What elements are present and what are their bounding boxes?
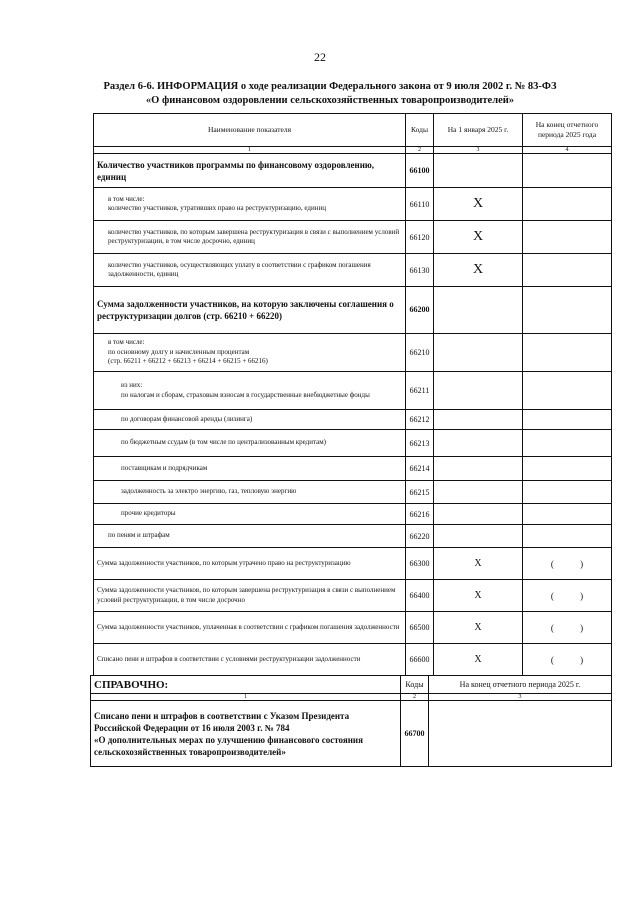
row-end-value: ( ) (523, 580, 612, 612)
row-name: задолженность за электро энергию, газ, тепловую энергию (94, 481, 406, 504)
row-name: прочие кредиторы (94, 504, 406, 525)
row-end-value (523, 457, 612, 481)
reference-row-value (429, 701, 612, 767)
table-row (94, 334, 612, 372)
reference-header-row (91, 676, 612, 694)
table-row (94, 612, 612, 644)
row-end-value (523, 287, 612, 334)
row-end-value (523, 372, 612, 410)
table-row (94, 430, 612, 457)
reference-period-header: На конец отчетного периода 2025 г. (429, 676, 612, 694)
column-number: 1 (94, 147, 406, 154)
row-code: 66211 (406, 372, 434, 410)
row-jan-value (434, 525, 523, 548)
row-end-value (523, 481, 612, 504)
table-row (94, 580, 612, 612)
section-title-line-2: «О финансовом оздоровлении сельскохозяйственных товаропроизводителей» (145, 95, 515, 106)
row-code: 66200 (406, 287, 434, 334)
row-name: Количество участников программы по финансовому оздоровлению, единиц (94, 154, 406, 188)
row-end-value (523, 221, 612, 254)
column-number: 2 (406, 147, 434, 154)
table-row (94, 287, 612, 334)
row-end-value (523, 410, 612, 430)
column-number-row (94, 147, 612, 154)
table-row (94, 504, 612, 525)
table-row (94, 548, 612, 580)
table-row (94, 372, 612, 410)
row-code: 66400 (406, 580, 434, 612)
row-code: 66215 (406, 481, 434, 504)
row-code: 66213 (406, 430, 434, 457)
table-row (94, 457, 612, 481)
row-jan-value (434, 430, 523, 457)
row-jan-value: X (434, 548, 523, 580)
table-row (94, 154, 612, 188)
header-jan: На 1 января 2025 г. (434, 114, 523, 147)
row-code: 66212 (406, 410, 434, 430)
header-code: Коды (406, 114, 434, 147)
row-name: по договорам финансовой аренды (лизинга) (94, 410, 406, 430)
table-row (94, 525, 612, 548)
row-code: 66100 (406, 154, 434, 188)
row-code: 66220 (406, 525, 434, 548)
main-table (93, 113, 612, 676)
column-number: 1 (91, 694, 401, 701)
reference-code-header: Коды (401, 676, 429, 694)
row-jan-value (434, 372, 523, 410)
column-number: 4 (523, 147, 612, 154)
column-number: 3 (434, 147, 523, 154)
reference-row-name: Списано пени и штрафов в соответствии с Указом Президента Российской Федерации от 16 июля 2003 г. № 784 «О дополнительных мерах по улучшению финансового состояния сельскохозяйственных товаропроизводителей» (91, 701, 401, 767)
row-jan-value (434, 481, 523, 504)
row-end-value (523, 430, 612, 457)
row-name: Сумма задолженности участников, на которую заключены соглашения о реструктуризации долгов (стр. 66210 + 66220) (94, 287, 406, 334)
row-code: 66300 (406, 548, 434, 580)
row-jan-value (434, 287, 523, 334)
row-code: 66110 (406, 188, 434, 221)
reference-row (91, 701, 612, 767)
row-jan-value (434, 154, 523, 188)
row-end-value: ( ) (523, 548, 612, 580)
reference-column-number-row (91, 694, 612, 701)
table-row (94, 644, 612, 676)
row-name: Сумма задолженности участников, уплаченная в соответствии с графиком погашения задолженности (94, 612, 406, 644)
row-end-value (523, 254, 612, 287)
reference-table (90, 675, 612, 767)
row-end-value: ( ) (523, 644, 612, 676)
table-row (94, 481, 612, 504)
column-number: 2 (401, 694, 429, 701)
row-code: 66130 (406, 254, 434, 287)
row-name: поставщикам и подрядчикам (94, 457, 406, 481)
row-name: по бюджетным ссудам (в том числе по централизованным кредитам) (94, 430, 406, 457)
row-name: в том числе: количество участников, утративших право на реструктуризацию, единиц (94, 188, 406, 221)
row-code: 66120 (406, 221, 434, 254)
row-code: 66216 (406, 504, 434, 525)
table-row (94, 188, 612, 221)
row-end-value (523, 188, 612, 221)
row-name: по пеням и штрафам (94, 525, 406, 548)
row-end-value (523, 154, 612, 188)
table-row (94, 254, 612, 287)
row-name: из них: по налогам и сборам, страховым взносам в государственные внебюджетные фонды (94, 372, 406, 410)
reference-title: СПРАВОЧНО: (91, 676, 401, 694)
row-end-value (523, 504, 612, 525)
row-code: 66500 (406, 612, 434, 644)
row-name: количество участников, по которым завершена реструктуризация в связи с выполнением условий реструктуризации, в том числе досрочно, единиц (94, 221, 406, 254)
row-jan-value (434, 504, 523, 525)
row-jan-value: X (434, 221, 523, 254)
header-end: На конец отчетного периода 2025 года (523, 114, 612, 147)
row-jan-value: X (434, 644, 523, 676)
row-jan-value: X (434, 254, 523, 287)
row-jan-value (434, 457, 523, 481)
row-name: в том числе: по основному долгу и начисленным процентам (стр. 66211 + 66212 + 66213 + 66214 + 66215 + 66216) (94, 334, 406, 372)
row-jan-value (434, 334, 523, 372)
row-name: количество участников, осуществляющих уплату в соответствии с графиком погашения задолженности, единиц (94, 254, 406, 287)
row-jan-value: X (434, 188, 523, 221)
row-name: Списано пени и штрафов в соответствии с условиями реструктуризации задолженности (94, 644, 406, 676)
row-jan-value (434, 410, 523, 430)
row-end-value: ( ) (523, 612, 612, 644)
row-code: 66600 (406, 644, 434, 676)
page-number: 22 (314, 50, 326, 64)
table-row (94, 410, 612, 430)
row-name: Сумма задолженности участников, по которым утрачено право на реструктуризацию (94, 548, 406, 580)
row-end-value (523, 334, 612, 372)
column-number: 3 (429, 694, 612, 701)
row-code: 66214 (406, 457, 434, 481)
row-name: Сумма задолженности участников, по которым завершена реструктуризация в связи с выполнением условий реструктуризации, в том числе досрочно (94, 580, 406, 612)
row-jan-value: X (434, 580, 523, 612)
table-header-row (94, 114, 612, 147)
reference-row-code: 66700 (401, 701, 429, 767)
header-name: Наименование показателя (94, 114, 406, 147)
row-jan-value: X (434, 612, 523, 644)
row-end-value (523, 525, 612, 548)
table-row (94, 221, 612, 254)
section-title-line-1: Раздел 6-6. ИНФОРМАЦИЯ о ходе реализации Федерального закона от 9 июля 2002 г. № 83-ФЗ (103, 81, 557, 92)
section-title (60, 80, 600, 108)
row-code: 66210 (406, 334, 434, 372)
